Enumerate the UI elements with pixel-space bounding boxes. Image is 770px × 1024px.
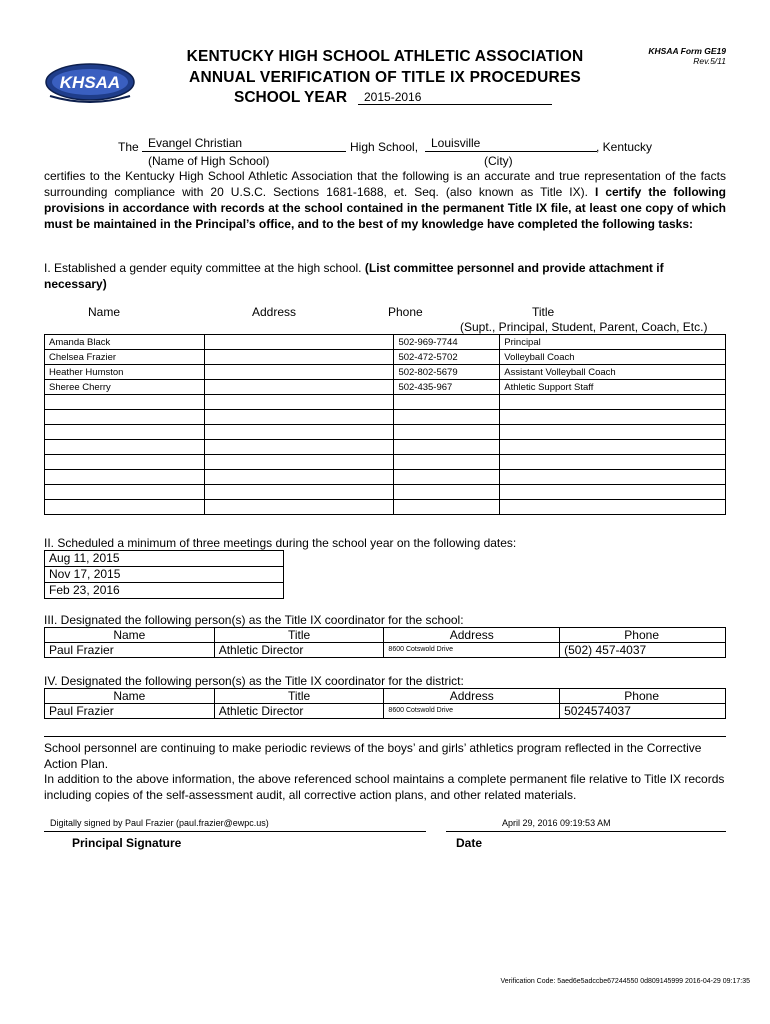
district-title-header: Title xyxy=(214,689,384,704)
section-4-intro: IV. Designated the following person(s) as the Title IX coordinator for the district: xyxy=(44,674,464,688)
committee-phone-cell[interactable] xyxy=(394,485,500,500)
table-row xyxy=(45,410,726,425)
form-number: KHSAA Form GE19 xyxy=(648,46,726,56)
district-name-header: Name xyxy=(45,689,215,704)
meeting-date-2[interactable]: Nov 17, 2015 xyxy=(44,567,284,583)
committee-title-cell[interactable] xyxy=(500,455,726,470)
table-row xyxy=(45,365,726,380)
committee-address-cell[interactable] xyxy=(204,425,394,440)
section-3-intro: III. Designated the following person(s) as the Title IX coordinator for the school: xyxy=(44,613,464,627)
school-coordinator-table xyxy=(44,627,726,658)
principal-signature-label: Principal Signature xyxy=(72,836,182,850)
closing-paragraph-1: School personnel are continuing to make periodic reviews of the boys’ and girls’ athletics program reflected in the Corrective Action Plan. xyxy=(44,741,702,771)
committee-address-cell[interactable] xyxy=(204,380,394,395)
committee-title-cell[interactable] xyxy=(500,410,726,425)
section-1-intro xyxy=(44,260,684,292)
district-name[interactable]: Paul Frazier xyxy=(45,704,215,719)
date-line xyxy=(446,831,726,832)
committee-name-cell[interactable] xyxy=(45,410,205,425)
verification-code: Verification Code: 5aed6e5adccbe67244550 0d809145999 2016-04-29 09:17:35 xyxy=(500,978,750,985)
district-address-header: Address xyxy=(384,689,560,704)
committee-address-cell[interactable] xyxy=(204,455,394,470)
table-row xyxy=(45,380,726,395)
committee-address-cell[interactable] xyxy=(204,485,394,500)
committee-address-cell[interactable] xyxy=(204,440,394,455)
certification-bold-text: I certify the following provisions in accordance with records at the school contained in the permanent Title IX file, at least one copy of which must be maintained in the Principal’s office, and to the best of my knowledge have completed the following tasks: xyxy=(44,185,726,231)
high-school-label: High School, xyxy=(350,140,419,154)
committee-title-cell[interactable]: Athletic Support Staff xyxy=(500,380,726,395)
certification-text: certifies to the Kentucky High School Athletic Association that the following is an accurate and true representation of the facts surrounding compliance with 20 U.S.C. Sections 1681-1688, et. Seq. (also known as Title IX). xyxy=(44,169,726,199)
committee-title-cell[interactable] xyxy=(500,470,726,485)
certification-paragraph xyxy=(44,168,726,232)
signature-date-value[interactable]: April 29, 2016 09:19:53 AM xyxy=(502,818,611,828)
school-year-value[interactable]: 2015-2016 xyxy=(364,90,422,104)
committee-title-cell[interactable]: Volleyball Coach xyxy=(500,350,726,365)
committee-name-cell[interactable]: Sheree Cherry xyxy=(45,380,205,395)
table-row xyxy=(45,440,726,455)
committee-name-cell[interactable] xyxy=(45,425,205,440)
committee-phone-cell[interactable]: 502-969-7744 xyxy=(394,335,500,350)
committee-phone-cell[interactable] xyxy=(394,455,500,470)
table-row xyxy=(45,350,726,365)
coord-name-header: Name xyxy=(45,628,215,643)
school-year-label: SCHOOL YEAR xyxy=(234,89,348,106)
col-name-header: Name xyxy=(88,305,121,319)
coord-address-header: Address xyxy=(384,628,560,643)
committee-name-cell[interactable] xyxy=(45,485,205,500)
committee-name-cell[interactable] xyxy=(45,500,205,515)
col-title-subheader: (Supt., Principal, Student, Parent, Coach, Etc.) xyxy=(460,320,708,334)
committee-phone-cell[interactable] xyxy=(394,425,500,440)
table-row xyxy=(45,425,726,440)
coord-title[interactable]: Athletic Director xyxy=(214,643,384,658)
section-1-text: I. Established a gender equity committee at the high school. xyxy=(44,261,362,275)
coord-name[interactable]: Paul Frazier xyxy=(45,643,215,658)
school-year-underline xyxy=(358,104,552,105)
committee-phone-cell[interactable]: 502-802-5679 xyxy=(394,365,500,380)
committee-name-cell[interactable] xyxy=(45,395,205,410)
committee-phone-cell[interactable] xyxy=(394,395,500,410)
title-line-1: KENTUCKY HIGH SCHOOL ATHLETIC ASSOCIATION xyxy=(186,48,584,65)
committee-title-cell[interactable] xyxy=(500,440,726,455)
district-coordinator-table xyxy=(44,688,726,719)
state-label: , Kentucky xyxy=(596,140,653,154)
committee-name-cell[interactable] xyxy=(45,470,205,485)
committee-address-cell[interactable] xyxy=(204,500,394,515)
school-name-field[interactable] xyxy=(142,136,346,152)
table-row xyxy=(45,470,726,485)
committee-name-cell[interactable] xyxy=(45,440,205,455)
committee-address-cell[interactable] xyxy=(204,410,394,425)
digital-signature[interactable]: Digitally signed by Paul Frazier (paul.frazier@ewpc.us) xyxy=(50,818,269,828)
col-phone-header: Phone xyxy=(388,305,423,319)
committee-title-cell[interactable] xyxy=(500,485,726,500)
coord-address[interactable]: 8600 Cotswold Drive xyxy=(384,643,560,658)
committee-phone-cell[interactable] xyxy=(394,500,500,515)
city-field[interactable] xyxy=(425,136,597,152)
city-caption: (City) xyxy=(484,154,513,168)
table-row xyxy=(45,500,726,515)
committee-phone-cell[interactable]: 502-472-5702 xyxy=(394,350,500,365)
school-name-caption: (Name of High School) xyxy=(148,154,270,168)
committee-table xyxy=(44,334,726,515)
district-address[interactable]: 8600 Cotswold Drive xyxy=(384,704,560,719)
coord-phone-header: Phone xyxy=(560,628,726,643)
signature-line xyxy=(44,831,426,832)
title-line-2: ANNUAL VERIFICATION OF TITLE IX PROCEDURES xyxy=(189,69,581,86)
table-row xyxy=(45,455,726,470)
meeting-date-1[interactable]: Aug 11, 2015 xyxy=(44,550,284,567)
committee-name-cell[interactable]: Amanda Black xyxy=(45,335,205,350)
school-name-value: Evangel Christian xyxy=(148,136,243,150)
coord-title-header: Title xyxy=(214,628,384,643)
meeting-date-3[interactable]: Feb 23, 2016 xyxy=(44,583,284,599)
committee-address-cell[interactable] xyxy=(204,470,394,485)
the-label: The xyxy=(118,140,139,154)
section-2-intro: II. Scheduled a minimum of three meetings during the school year on the following dates: xyxy=(44,536,517,550)
section-1-bold-text: (List committee personnel and provide attachment if necessary) xyxy=(44,261,664,291)
meeting-dates xyxy=(44,550,284,599)
date-label: Date xyxy=(456,836,483,850)
committee-title-cell[interactable]: Principal xyxy=(500,335,726,350)
divider xyxy=(44,736,726,737)
district-phone-header: Phone xyxy=(560,689,726,704)
form-revision: Rev.5/11 xyxy=(693,56,726,66)
committee-name-cell[interactable]: Heather Humston xyxy=(45,365,205,380)
committee-title-cell[interactable]: Assistant Volleyball Coach xyxy=(500,365,726,380)
closing-paragraph-2: In addition to the above information, the above referenced school maintains a complete permanent file relative to Title IX records including copies of the self-assessment audit, all corrective action plans, and other related materials. xyxy=(44,772,725,802)
col-title-header: Title xyxy=(532,305,555,319)
committee-address-cell[interactable] xyxy=(204,350,394,365)
committee-name-cell[interactable] xyxy=(45,455,205,470)
table-row xyxy=(45,335,726,350)
committee-phone-cell[interactable] xyxy=(394,410,500,425)
coord-phone[interactable]: (502) 457-4037 xyxy=(560,643,726,658)
committee-title-cell[interactable] xyxy=(500,425,726,440)
city-value: Louisville xyxy=(431,136,481,150)
committee-address-cell[interactable] xyxy=(204,335,394,350)
committee-phone-cell[interactable] xyxy=(394,440,500,455)
committee-title-cell[interactable] xyxy=(500,395,726,410)
committee-address-cell[interactable] xyxy=(204,365,394,380)
committee-name-cell[interactable]: Chelsea Frazier xyxy=(45,350,205,365)
district-phone[interactable]: 5024574037 xyxy=(560,704,726,719)
table-row xyxy=(45,395,726,410)
table-row xyxy=(45,485,726,500)
committee-address-cell[interactable] xyxy=(204,395,394,410)
committee-phone-cell[interactable] xyxy=(394,470,500,485)
committee-title-cell[interactable] xyxy=(500,500,726,515)
committee-phone-cell[interactable]: 502-435-967 xyxy=(394,380,500,395)
svg-text:KHSAA: KHSAA xyxy=(59,73,121,92)
district-title[interactable]: Athletic Director xyxy=(214,704,384,719)
col-address-header: Address xyxy=(252,305,297,319)
